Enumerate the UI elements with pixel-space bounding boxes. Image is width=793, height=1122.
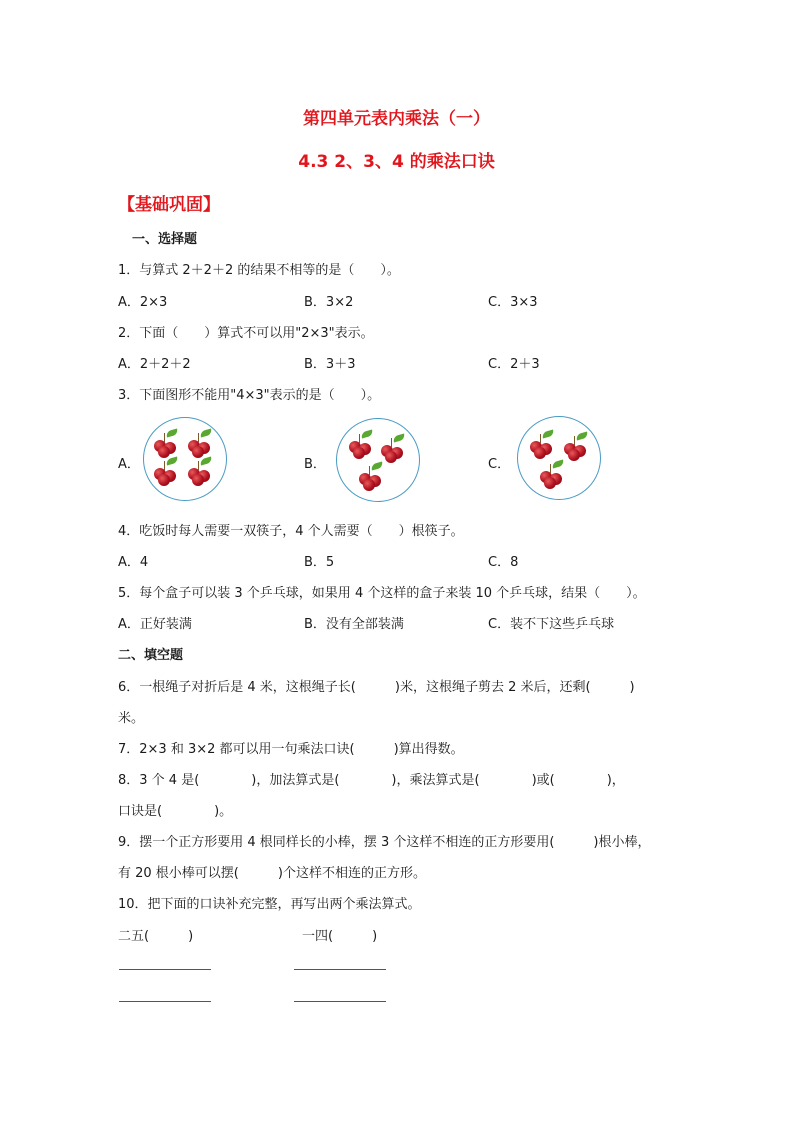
q4-option-c: C．8 <box>488 555 519 570</box>
q1-option-a: A．2×3 <box>118 295 168 310</box>
cherry-group-icon <box>562 433 592 461</box>
cherry-group-icon <box>186 430 216 458</box>
cherry-group-icon <box>152 430 182 458</box>
answer-line[interactable] <box>119 1001 211 1002</box>
q10-item-1: 二五( ) <box>118 929 194 944</box>
cherry-group-icon <box>528 431 558 459</box>
cherry-circle-c <box>517 416 601 500</box>
question-8-line-1: 8．3 个 4 是( )，加法算式是( )，乘法算式是( )或( )， <box>118 773 625 788</box>
cherry-group-icon <box>186 458 216 486</box>
q2-option-c: C．2＋3 <box>488 357 540 372</box>
cherry-group-icon <box>152 458 182 486</box>
q3-option-c: C． <box>488 457 511 472</box>
question-2: 2．下面（ ）算式不可以用"2×3"表示。 <box>118 326 374 341</box>
q10-item-2: 一四( ) <box>302 929 378 944</box>
q1-option-b: B．3×2 <box>304 295 354 310</box>
cherry-group-icon <box>357 463 387 491</box>
question-6-line-1: 6．一根绳子对折后是 4 米，这根绳子长( )米，这根绳子剪去 2 米后，还剩( ) <box>118 680 635 695</box>
q3-option-a: A． <box>118 457 140 472</box>
cherry-group-icon <box>347 431 377 459</box>
question-9-line-2: 有 20 根小棒可以摆( )个这样不相连的正方形。 <box>118 866 426 881</box>
question-10: 10．把下面的口诀补充完整，再写出两个乘法算式。 <box>118 897 421 912</box>
question-9-line-1: 9．摆一个正方形要用 4 根同样长的小棒，摆 3 个这样不相连的正方形要用( )根小棒， <box>118 835 651 850</box>
q4-option-a: A．4 <box>118 555 149 570</box>
q2-option-a: A．2＋2＋2 <box>118 357 191 372</box>
question-1: 1．与算式 2＋2＋2 的结果不相等的是（ ）。 <box>118 263 400 278</box>
question-6-line-2: 米。 <box>118 711 145 726</box>
document-title: 第四单元表内乘法（一） <box>303 109 490 129</box>
question-7: 7．2×3 和 3×2 都可以用一句乘法口诀( )算出得数。 <box>118 742 464 757</box>
section-label: 【基础巩固】 <box>118 195 220 215</box>
question-8-line-2: 口诀是( )。 <box>118 804 233 819</box>
answer-line[interactable] <box>294 1001 386 1002</box>
cherry-group-icon <box>538 461 568 489</box>
question-4: 4．吃饭时每人需要一双筷子，4 个人需要（ ）根筷子。 <box>118 524 464 539</box>
q2-option-b: B．3＋3 <box>304 357 356 372</box>
q5-option-a: A．正好装满 <box>118 617 192 632</box>
q5-option-b: B．没有全部装满 <box>304 617 404 632</box>
q4-option-b: B．5 <box>304 555 335 570</box>
answer-line[interactable] <box>294 969 386 970</box>
question-5: 5．每个盒子可以装 3 个乒乓球，如果用 4 个这样的盒子来装 10 个乒乓球，结果（ ）。 <box>118 586 646 601</box>
cherry-circle-b <box>336 418 420 502</box>
part2-heading: 二、填空题 <box>118 648 184 663</box>
answer-line[interactable] <box>119 969 211 970</box>
q1-option-c: C．3×3 <box>488 295 538 310</box>
cherry-group-icon <box>379 435 409 463</box>
part1-heading: 一、选择题 <box>132 232 198 247</box>
document-subtitle: 4.3 2、3、4 的乘法口诀 <box>298 152 495 172</box>
cherry-circle-a <box>143 417 227 501</box>
question-3: 3．下面图形不能用"4×3"表示的是（ ）。 <box>118 388 381 403</box>
q5-option-c: C．装不下这些乒乓球 <box>488 617 615 632</box>
q3-option-b: B． <box>304 457 326 472</box>
